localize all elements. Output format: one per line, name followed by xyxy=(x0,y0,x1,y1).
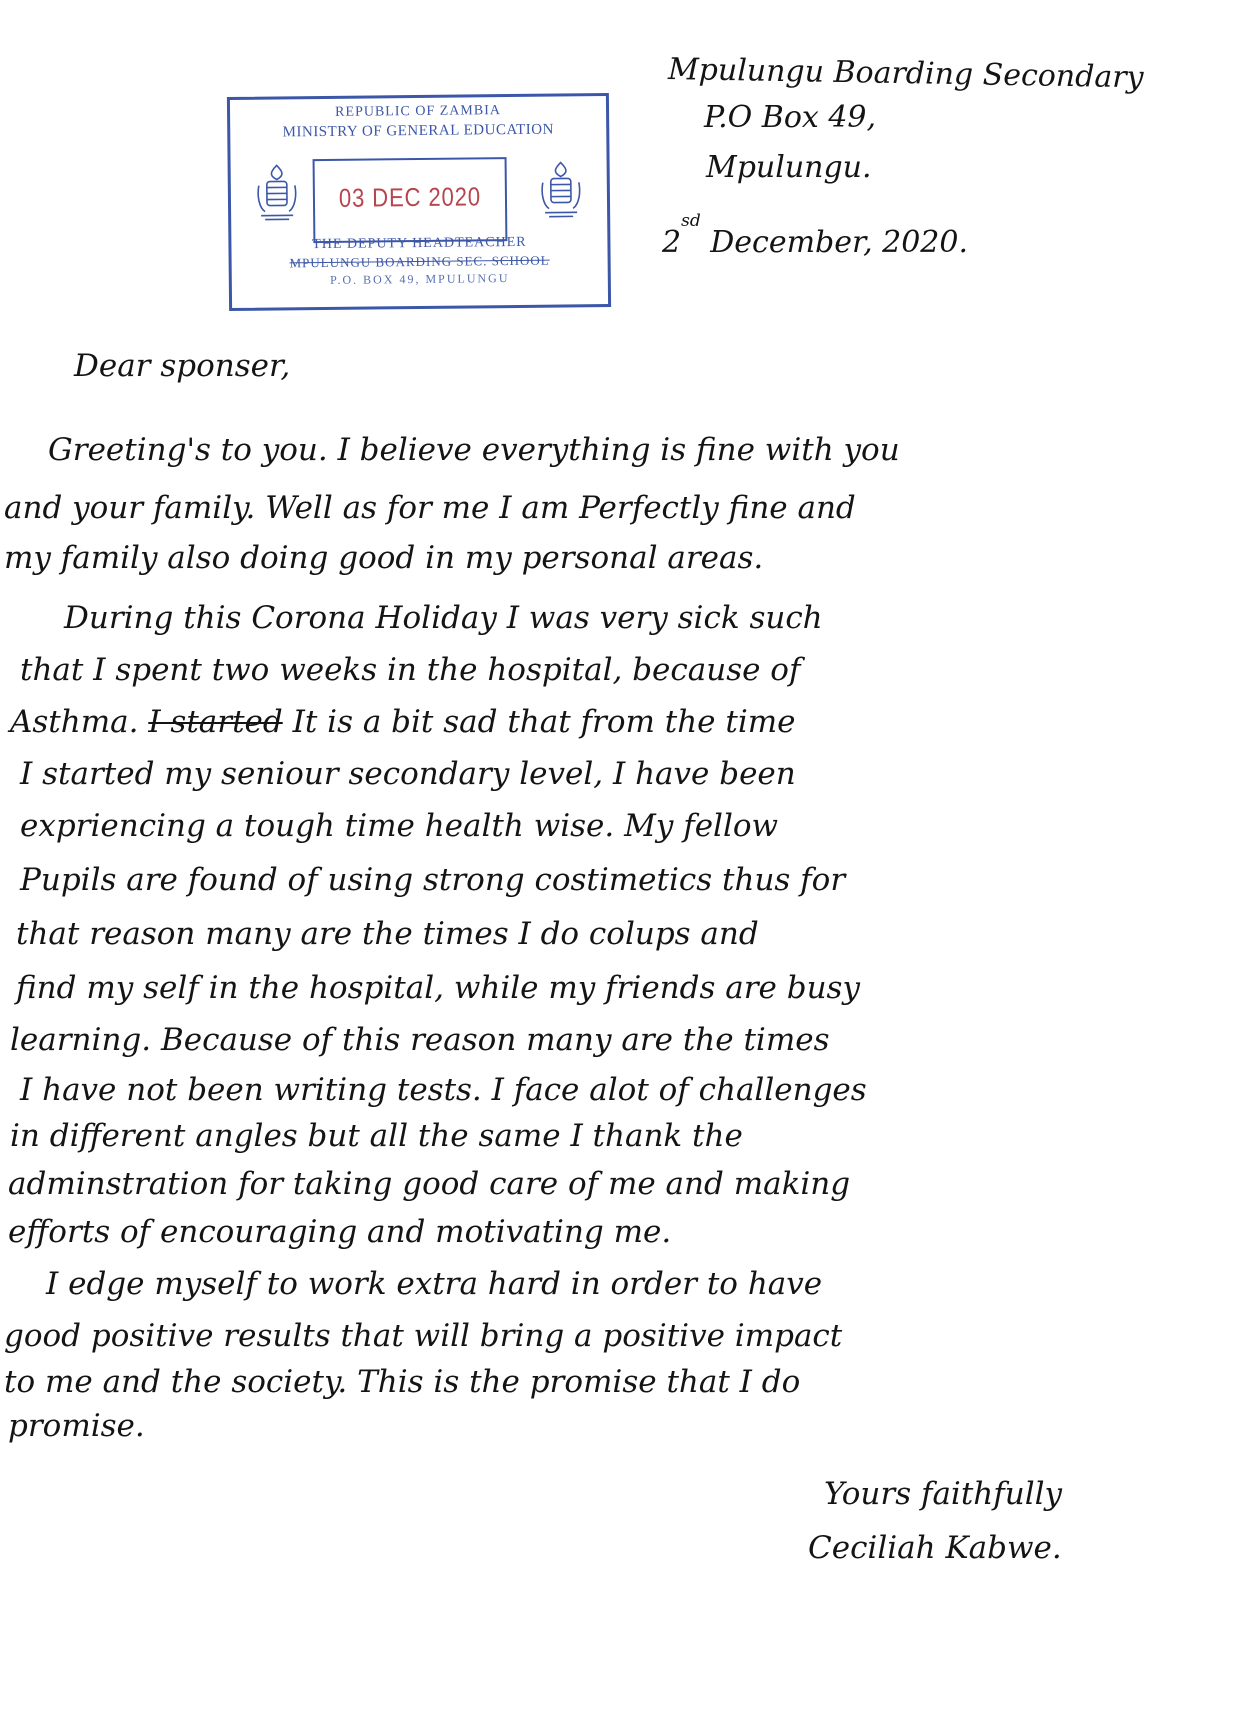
body-line: Pupils are found of using strong costimetics thus for xyxy=(20,862,846,898)
body-line: I started my seniour secondary level, I have been xyxy=(20,756,796,792)
stamp-ministry: MINISTRY OF GENERAL EDUCATION xyxy=(282,121,554,141)
body-line: expriencing a tough time health wise. My fellow xyxy=(20,808,779,844)
body-line xyxy=(10,704,795,740)
body-text: It is a bit sad that from the time xyxy=(292,704,796,740)
body-line: Greeting's to you. I believe everything is fine with you xyxy=(48,432,900,468)
body-line: I edge myself to work extra hard in order to have xyxy=(46,1266,823,1302)
body-text: Asthma. xyxy=(10,704,139,740)
body-line: in different angles but all the same I thank the xyxy=(10,1118,743,1154)
body-line: adminstration for taking good care of me and making xyxy=(8,1166,851,1202)
address-town: Mpulungu. xyxy=(706,150,872,185)
body-line: learning. Because of this reason many are the times xyxy=(10,1022,830,1058)
stamp-date: 03 DEC 2020 xyxy=(338,181,482,213)
stamp-office: THE DEPUTY HEADTEACHER xyxy=(312,234,527,253)
signature-name: Ceciliah Kabwe. xyxy=(808,1530,1062,1566)
stamp-country: REPUBLIC OF ZAMBIA xyxy=(335,103,502,120)
coat-of-arms-icon xyxy=(539,158,584,220)
body-line: I have not been writing tests. I face alot of challenges xyxy=(20,1072,867,1108)
date-rest: December, 2020. xyxy=(710,225,969,260)
date-day: 2 xyxy=(662,225,682,260)
body-line: to me and the society. This is the promise that I do xyxy=(4,1364,801,1400)
address-box: P.O Box 49, xyxy=(704,100,877,135)
salutation: Dear sponser, xyxy=(74,348,291,384)
stamp-school: MPULUNGU BOARDING SEC. SCHOOL xyxy=(289,252,550,271)
date-suffix: sd xyxy=(681,211,701,231)
body-line: that reason many are the times I do colups and xyxy=(16,916,759,952)
stamp-box: P.O. BOX 49, MPULUNGU xyxy=(330,271,510,287)
stamp-date-box xyxy=(313,157,508,243)
body-line: promise. xyxy=(8,1408,145,1444)
coat-of-arms-icon xyxy=(255,161,300,223)
body-line: During this Corona Holiday I was very sick such xyxy=(64,600,823,636)
body-line: efforts of encouraging and motivating me. xyxy=(8,1214,672,1250)
body-line: that I spent two weeks in the hospital, because of xyxy=(20,652,801,688)
school-stamp xyxy=(227,93,611,311)
address-school: Mpulungu Boarding Secondary xyxy=(667,52,1144,96)
closing-phrase: Yours faithfully xyxy=(824,1476,1063,1512)
struck-text: I started xyxy=(148,704,283,740)
body-line: and your family. Well as for me I am Perfectly fine and xyxy=(4,490,856,526)
body-line: find my self in the hospital, while my friends are busy xyxy=(16,970,860,1006)
body-line: good positive results that will bring a positive impact xyxy=(4,1318,843,1354)
letter-date xyxy=(662,211,969,260)
body-line: my family also doing good in my personal areas. xyxy=(4,540,764,576)
